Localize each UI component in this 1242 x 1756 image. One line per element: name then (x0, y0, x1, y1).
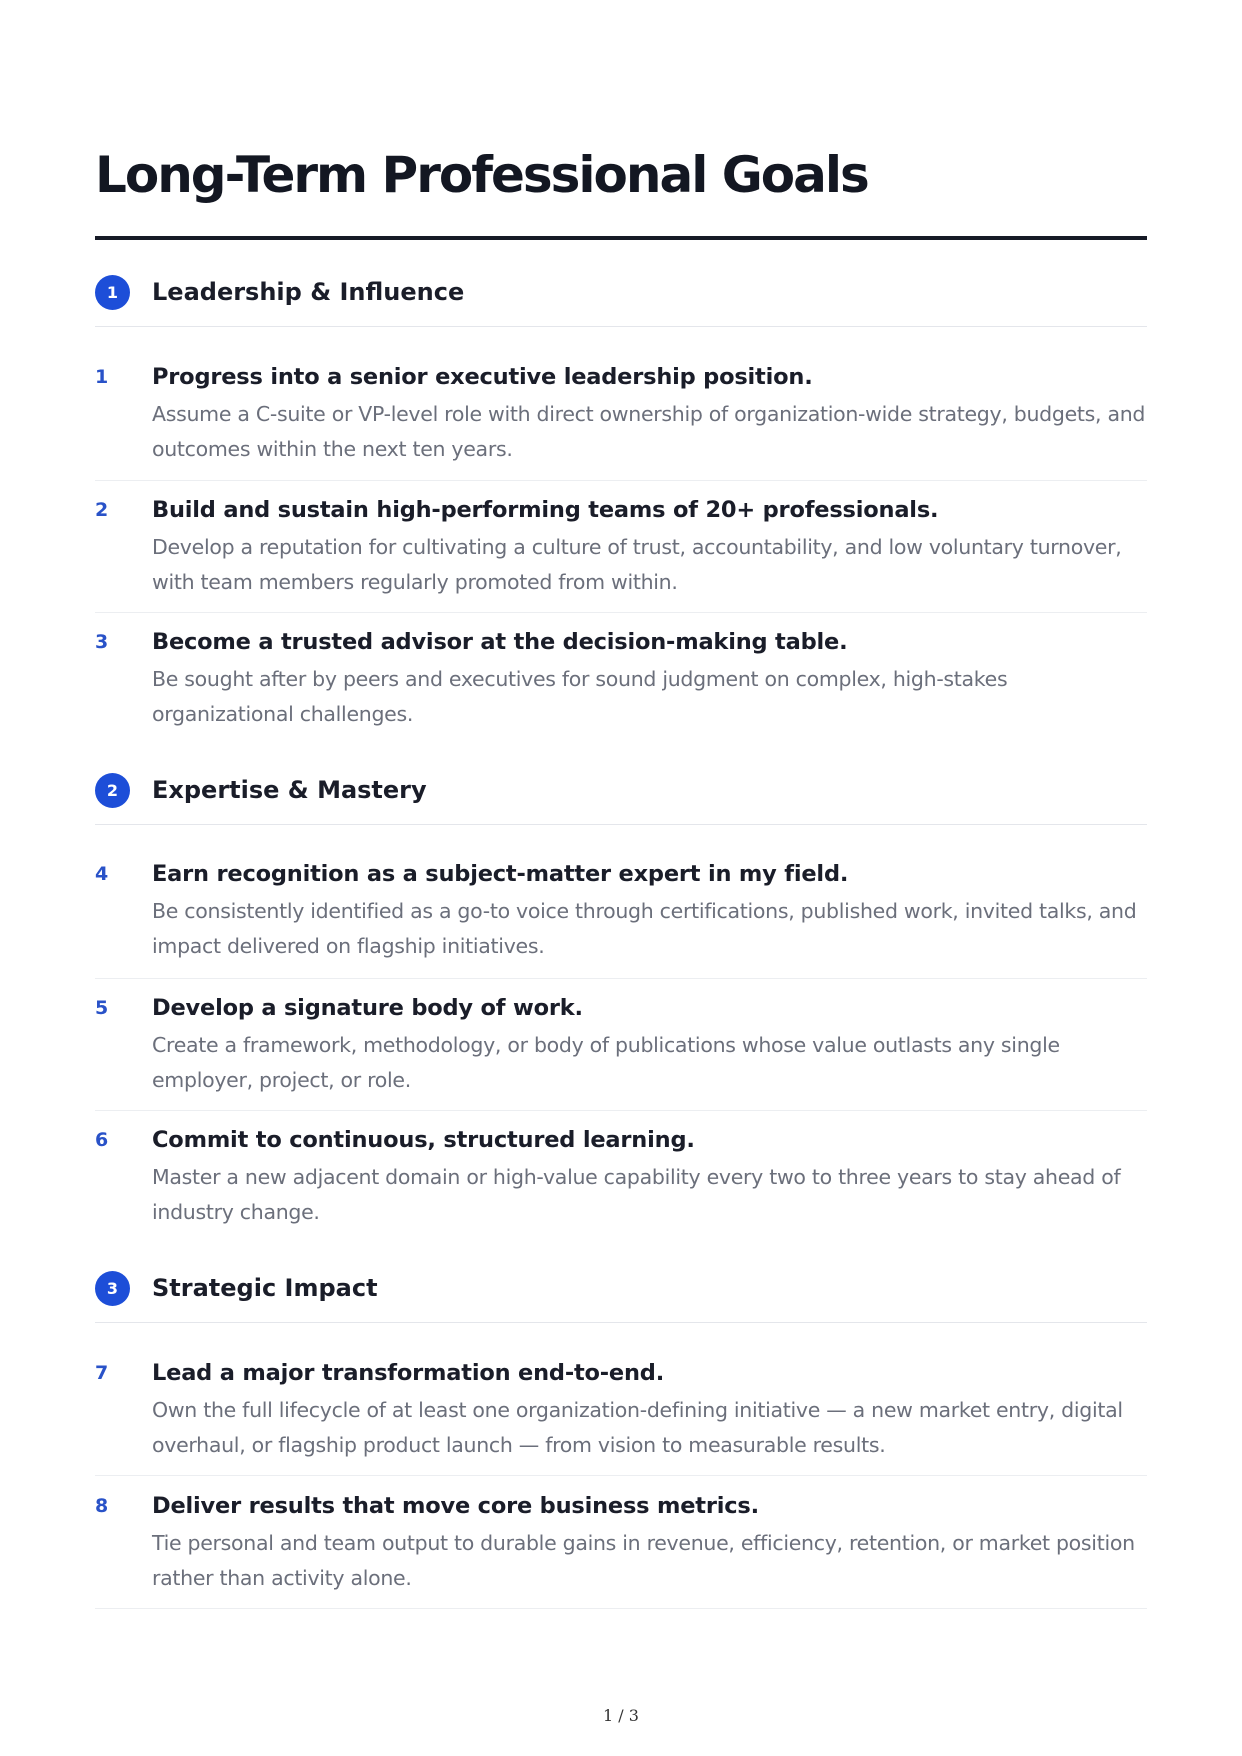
goal-description: Create a framework, methodology, or body of publications whose value outlasts any single employer, project, or role. (152, 1033, 1060, 1092)
goal-description: Tie personal and team output to durable gains in revenue, efficiency, retention, or market position rather than activity alone. (152, 1531, 1135, 1590)
goal-item (95, 626, 1147, 736)
goal-title: Deliver results that move core business metrics. (152, 1493, 759, 1519)
goal-description: Be consistently identified as a go-to voice through certifications, published work, invited talks, and impact delivered on flagship initiatives. (152, 899, 1137, 958)
section-header-leadership (95, 274, 1147, 327)
goal-description: Be sought after by peers and executives for sound judgment on complex, high-stakes organizational challenges. (152, 667, 1008, 726)
section-title: Strategic Impact (152, 1274, 378, 1302)
goal-title: Earn recognition as a subject-matter expert in my field. (152, 861, 849, 887)
goal-item (95, 494, 1147, 613)
goal-item (95, 858, 1147, 979)
goal-item (95, 1490, 1147, 1609)
section-number-badge: 3 (95, 1271, 130, 1306)
goal-item (95, 1357, 1147, 1476)
section-number-badge: 2 (95, 773, 130, 808)
goal-title: Commit to continuous, structured learning. (152, 1127, 695, 1153)
goal-item (95, 1124, 1147, 1234)
goal-title: Build and sustain high-performing teams of 20+ professionals. (152, 497, 939, 523)
section-title: Expertise & Mastery (152, 776, 427, 804)
goal-description: Own the full lifecycle of at least one organization-defining initiative — a new market entry, digital overhaul, or flagship product launch — from vision to measurable results. (152, 1398, 1123, 1457)
goal-number: 8 (95, 1495, 109, 1517)
goal-description: Assume a C-suite or VP-level role with direct ownership of organization-wide strategy, budgets, and outcomes within the next ten years. (152, 402, 1146, 461)
section-header-expertise (95, 772, 1147, 825)
goal-number: 7 (95, 1362, 109, 1384)
goal-number: 4 (95, 863, 109, 885)
goal-number: 3 (95, 631, 109, 653)
goal-item (95, 361, 1147, 481)
section-title: Leadership & Influence (152, 278, 465, 306)
document-title: Long-Term Professional Goals (95, 146, 868, 204)
goal-number: 1 (95, 366, 109, 388)
goal-number: 6 (95, 1129, 109, 1151)
goal-number: 5 (95, 997, 109, 1019)
title-divider (95, 236, 1147, 240)
goal-title: Become a trusted advisor at the decision-making table. (152, 629, 848, 655)
section-number-badge: 1 (95, 275, 130, 310)
goal-item (95, 992, 1147, 1111)
page-indicator: 1 / 3 (603, 1706, 639, 1725)
goal-title: Develop a signature body of work. (152, 995, 583, 1021)
goal-description: Master a new adjacent domain or high-value capability every two to three years to stay ahead of industry change. (152, 1165, 1121, 1224)
goal-title: Progress into a senior executive leadership position. (152, 364, 813, 390)
goal-description: Develop a reputation for cultivating a culture of trust, accountability, and low voluntary turnover, with team members regularly promoted from within. (152, 535, 1122, 594)
section-header-strategic-impact (95, 1270, 1147, 1323)
goal-title: Lead a major transformation end-to-end. (152, 1360, 665, 1386)
goal-number: 2 (95, 499, 109, 521)
